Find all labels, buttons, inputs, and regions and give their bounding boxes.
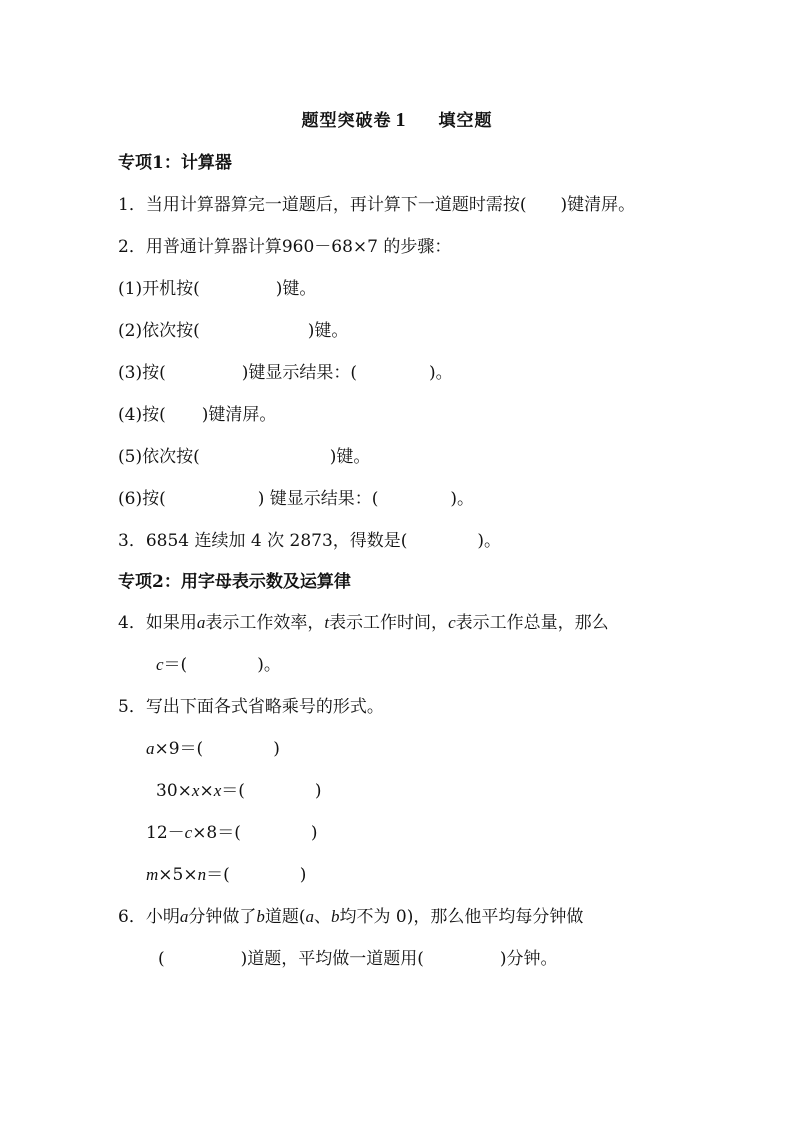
- step-6: (6)按( ) 键显示结果：( )。: [118, 489, 475, 509]
- step-4: (4)按( )键清屏。: [118, 405, 277, 425]
- step-5: (5)依次按( )键。: [118, 447, 371, 467]
- question-6-line-2: ( )道题，平均做一道题用( )分钟。: [158, 949, 558, 969]
- question-1: 1．当用计算器算完一道题后，再计算下一道题时需按( )键清屏。: [118, 195, 636, 215]
- question-5: 5．写出下面各式省略乘号的形式。: [118, 697, 384, 717]
- title-text-a: 题型突破卷: [301, 111, 392, 131]
- expression-1: a×9＝( ): [146, 739, 280, 759]
- title-number: 1: [395, 109, 407, 131]
- question-6: 6．小明a分钟做了b道题(a、b均不为 0)，那么他平均每分钟做: [118, 907, 584, 927]
- question-4: 4．如果用a表示工作效率，t表示工作时间，c表示工作总量，那么: [118, 613, 609, 633]
- question-4-line-2: c＝( )。: [156, 655, 281, 675]
- section-heading-calculator: 专项1：计算器: [118, 153, 232, 173]
- question-3: 3．6854 连续加 4 次 2873，得数是( )。: [118, 531, 502, 551]
- expression-4: m×5×n＝( ): [146, 865, 307, 885]
- step-2: (2)依次按( )键。: [118, 321, 349, 341]
- question-2: 2．用普通计算器计算960－68×7 的步骤：: [118, 237, 452, 257]
- expression-3: 12－c×8＝( ): [146, 823, 318, 843]
- page-title: [0, 106, 794, 132]
- title-text-b: 填空题: [438, 111, 493, 131]
- section-heading-letters: 专项2：用字母表示数及运算律: [118, 572, 351, 592]
- step-3: (3)按( )键显示结果：( )。: [118, 363, 453, 383]
- expression-2: 30×x×x＝( ): [156, 781, 322, 801]
- step-1: (1)开机按( )键。: [118, 279, 317, 299]
